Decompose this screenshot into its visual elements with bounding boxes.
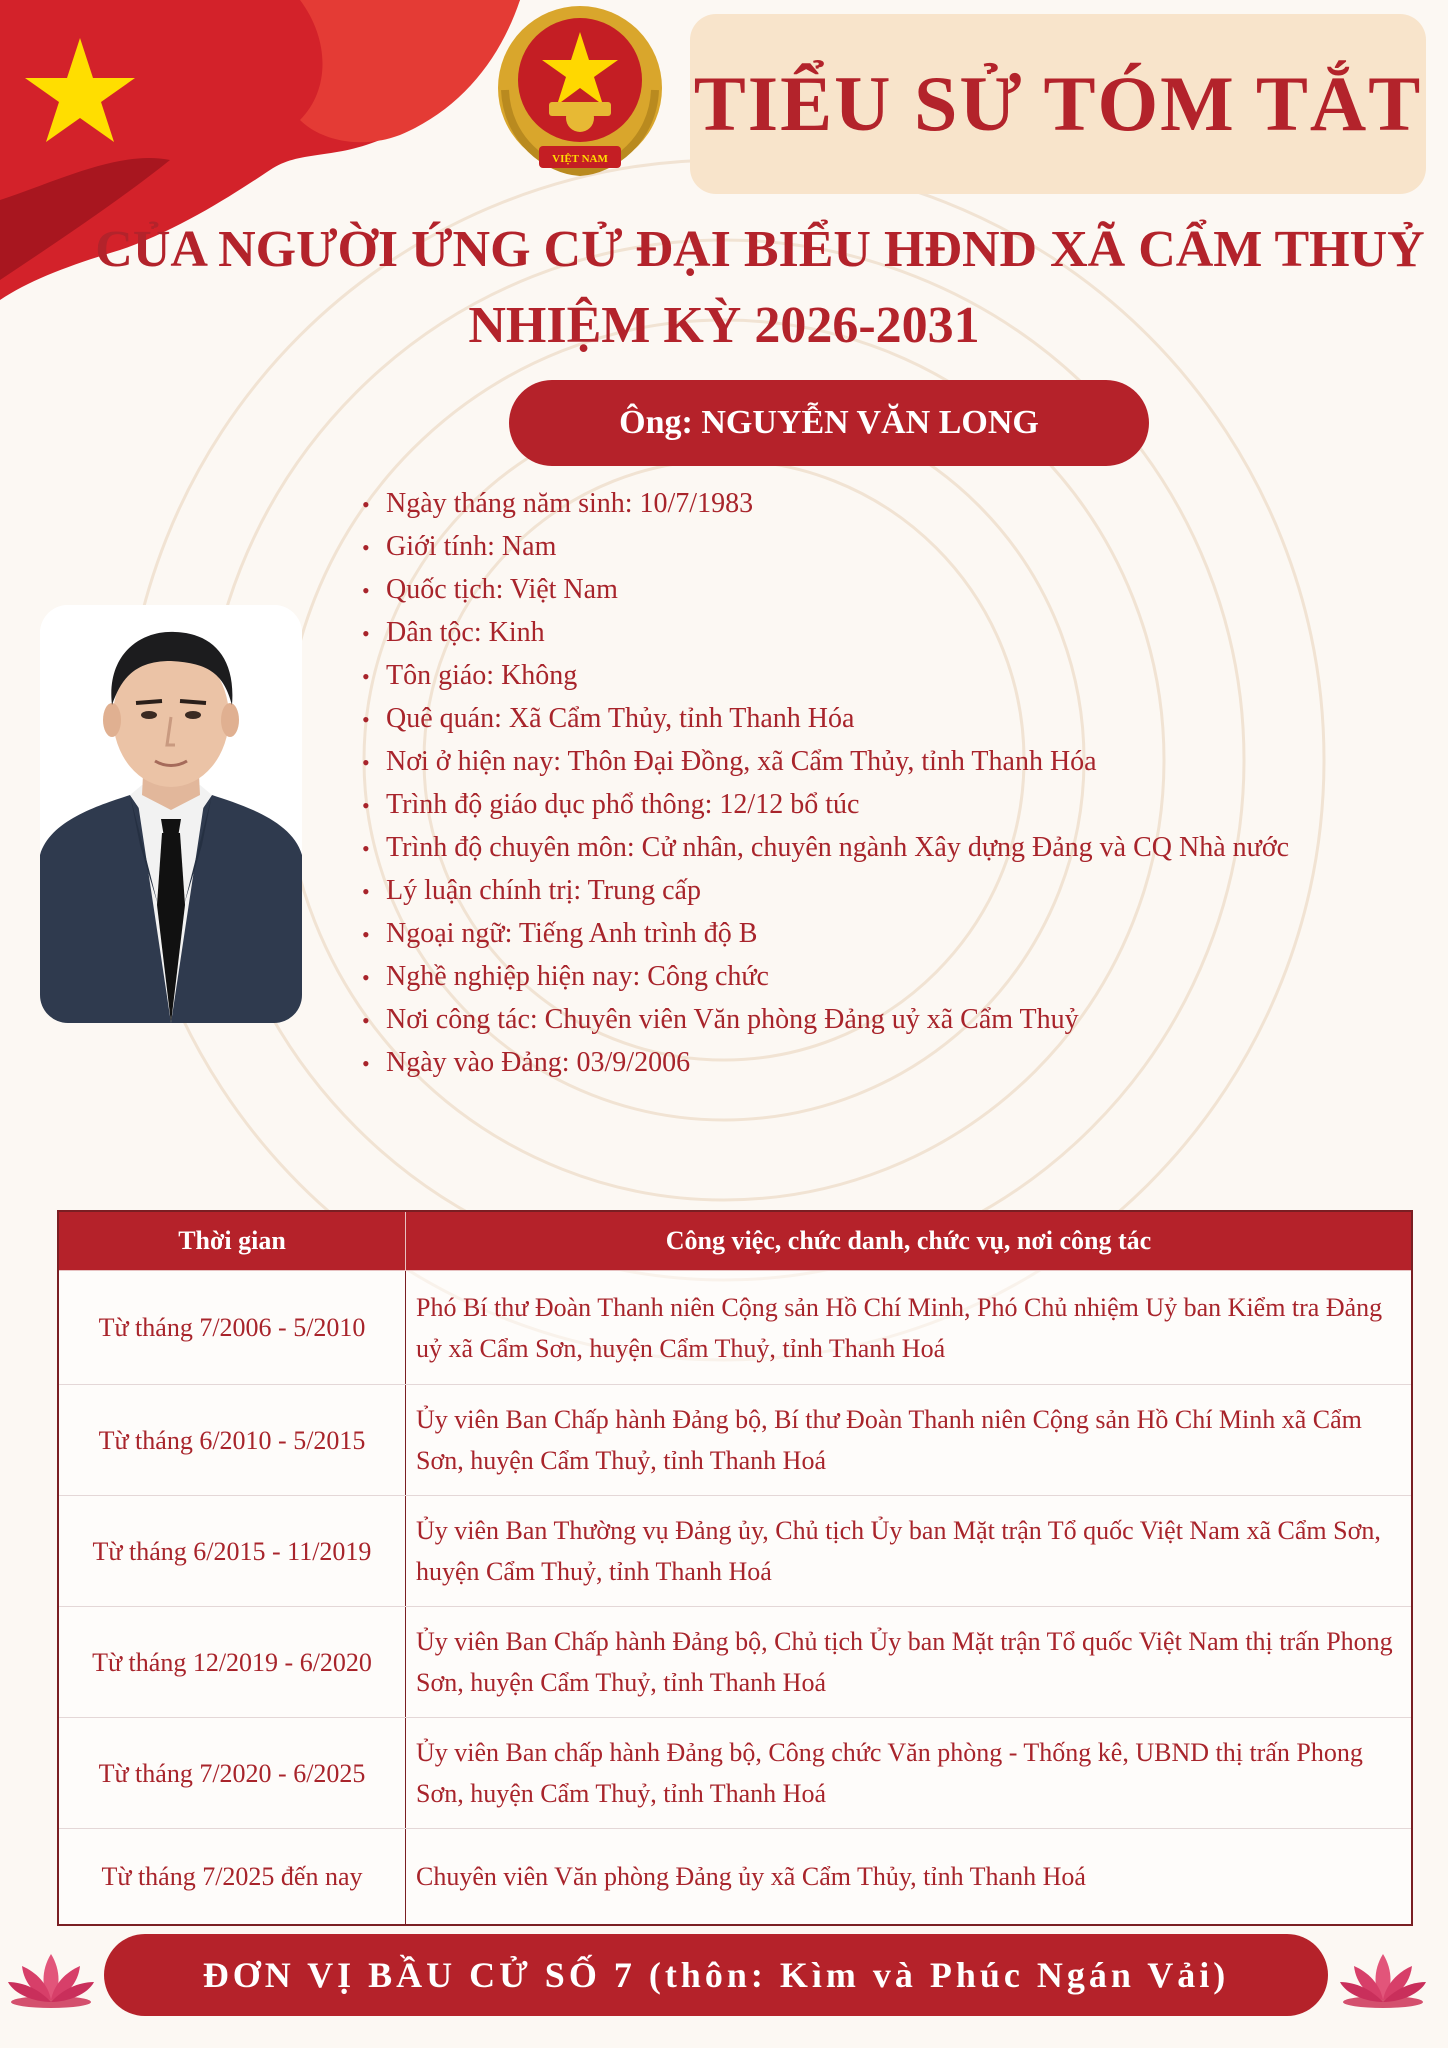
subtitle-line-1: CỦA NGƯỜI ỨNG CỬ ĐẠI BIỂU HĐND XÃ CẨM THUỶ (95, 221, 1425, 278)
table-row (58, 1271, 1412, 1385)
row-description: Chuyên viên Văn phòng Đảng ủy xã Cẩm Thủy, tỉnh Thanh Hoá (406, 1829, 1413, 1925)
national-emblem-icon (487, 0, 673, 186)
row-description: Ủy viên Ban chấp hành Đảng bộ, Công chức Văn phòng - Thống kê, UBND thị trấn Phong Sơn, huyện Cẩm Thuỷ, tỉnh Thanh Hoá (406, 1718, 1413, 1829)
career-table (57, 1210, 1413, 1926)
info-general-education: • Trình độ giáo dục phổ thông: 12/12 bổ túc (362, 789, 860, 820)
table-row (58, 1829, 1412, 1925)
page-title: TIỂU SỬ TÓM TẮT (693, 60, 1423, 147)
info-professional-qualification: • Trình độ chuyên môn: Cử nhân, chuyên ngành Xây dựng Đảng và CQ Nhà nước (362, 832, 1290, 863)
row-description: Ủy viên Ban Chấp hành Đảng bộ, Bí thư Đoàn Thanh niên Cộng sản Hồ Chí Minh xã Cẩm Sơn, huyện Cẩm Thuỷ, tỉnh Thanh Hoá (406, 1385, 1413, 1496)
candidate-name: Ông: NGUYỄN VĂN LONG (619, 404, 1039, 441)
emblem-text: VIỆT NAM (552, 153, 608, 165)
info-ethnicity: • Dân tộc: Kinh (362, 617, 545, 648)
table-row (58, 1496, 1412, 1607)
row-description: Ủy viên Ban Thường vụ Đảng ủy, Chủ tịch Ủy ban Mặt trận Tổ quốc Việt Nam xã Cẩm Sơn, huyện Cẩm Thuỷ, tỉnh Thanh Hoá (406, 1496, 1413, 1607)
info-party-join-date: • Ngày vào Đảng: 03/9/2006 (362, 1047, 691, 1078)
electoral-unit-label: ĐƠN VỊ BẦU CỬ SỐ 7 (thôn: Kìm và Phúc Ngán Vải) (202, 1955, 1230, 1995)
row-description: Ủy viên Ban Chấp hành Đảng bộ, Chủ tịch Ủy ban Mặt trận Tổ quốc Việt Nam thị trấn Phong Sơn, huyện Cẩm Thuỷ, tỉnh Thanh Hoá (406, 1607, 1413, 1718)
lotus-icon (6, 1950, 96, 2010)
subtitle-line-2: NHIỆM KỲ 2026-2031 (468, 297, 980, 354)
personal-info-list (362, 483, 1422, 1085)
info-occupation: • Nghề nghiệp hiện nay: Công chức (362, 961, 769, 992)
electoral-unit-banner (104, 1934, 1328, 2016)
candidate-name-banner (509, 380, 1149, 466)
candidate-photo (40, 605, 302, 1023)
row-time: Từ tháng 7/2006 - 5/2010 (58, 1271, 406, 1385)
info-birthdate: • Ngày tháng năm sinh: 10/7/1983 (362, 488, 754, 519)
row-time: Từ tháng 6/2010 - 5/2015 (58, 1385, 406, 1496)
row-description: Phó Bí thư Đoàn Thanh niên Cộng sản Hồ Chí Minh, Phó Chủ nhiệm Uỷ ban Kiểm tra Đảng uỷ xã Cẩm Sơn, huyện Cẩm Thuỷ, tỉnh Thanh Hoá (406, 1271, 1413, 1385)
column-header-time: Thời gian (58, 1211, 406, 1271)
info-workplace: • Nơi công tác: Chuyên viên Văn phòng Đảng uỷ xã Cẩm Thuỷ (362, 1004, 1079, 1035)
table-row (58, 1385, 1412, 1496)
info-political-theory: • Lý luận chính trị: Trung cấp (362, 875, 701, 906)
info-foreign-language: • Ngoại ngữ: Tiếng Anh trình độ B (362, 918, 758, 949)
table-row (58, 1607, 1412, 1718)
career-table-header (58, 1211, 1412, 1271)
row-time: Từ tháng 12/2019 - 6/2020 (58, 1607, 406, 1718)
info-nationality: • Quốc tịch: Việt Nam (362, 574, 618, 605)
info-religion: • Tôn giáo: Không (362, 660, 578, 691)
column-header-position: Công việc, chức danh, chức vụ, nơi công tác (406, 1211, 1413, 1271)
info-gender: • Giới tính: Nam (362, 531, 557, 562)
row-time: Từ tháng 7/2025 đến nay (58, 1829, 406, 1925)
lotus-icon (1338, 1950, 1428, 2010)
info-hometown: • Quê quán: Xã Cẩm Thủy, tỉnh Thanh Hóa (362, 703, 855, 734)
row-time: Từ tháng 7/2020 - 6/2025 (58, 1718, 406, 1829)
table-row (58, 1718, 1412, 1829)
row-time: Từ tháng 6/2015 - 11/2019 (58, 1496, 406, 1607)
title-box (690, 14, 1426, 194)
info-residence: • Nơi ở hiện nay: Thôn Đại Đồng, xã Cẩm Thủy, tỉnh Thanh Hóa (362, 746, 1097, 777)
